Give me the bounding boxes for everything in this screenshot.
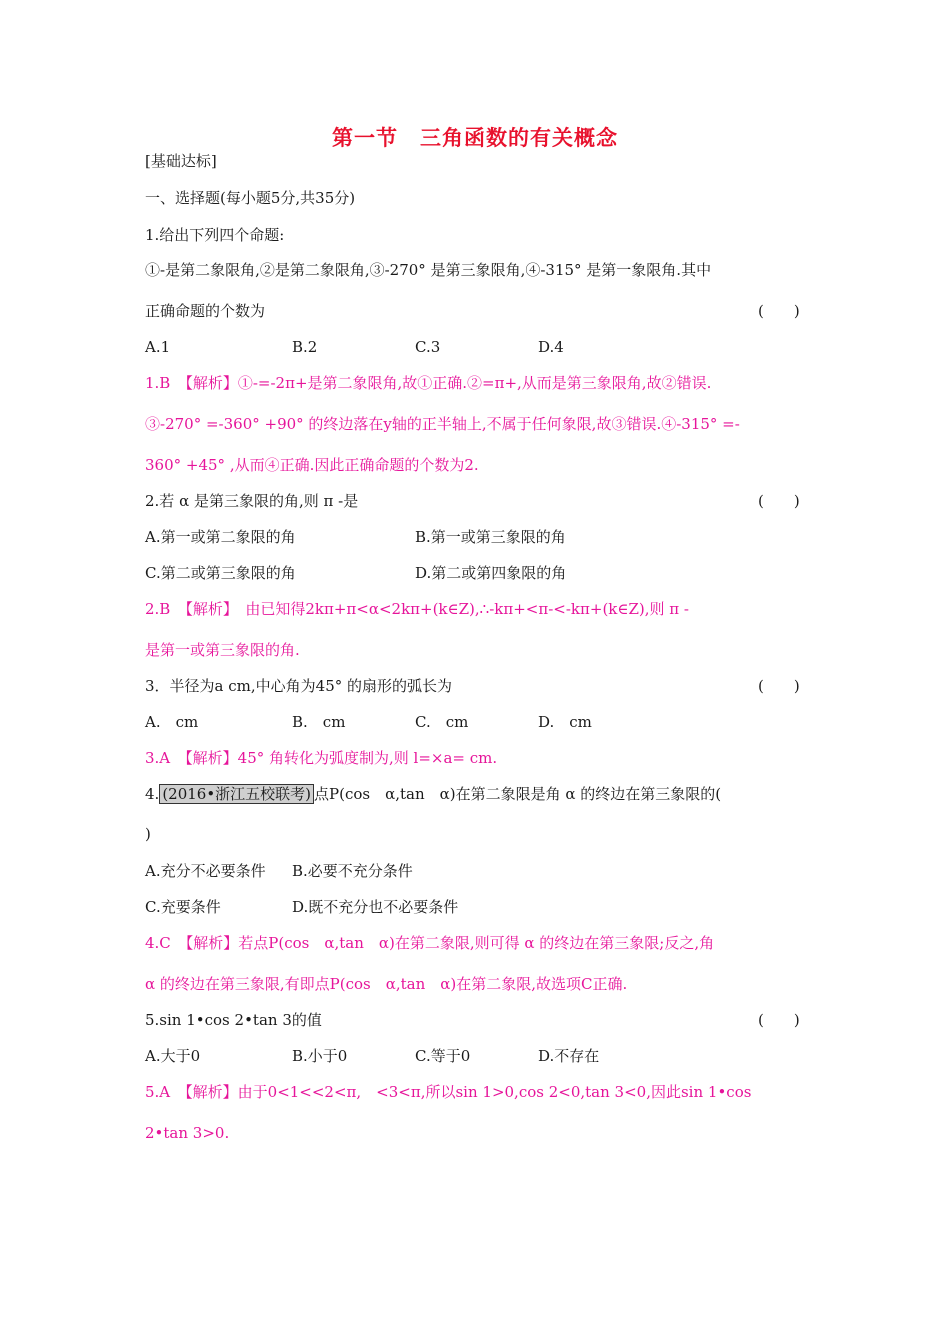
q2-stem: 2.若 α 是第三象限的角,则 π -是 [145,492,359,510]
q1-option-d: D.4 [538,338,564,356]
q1-stem-line3: 正确命题的个数为 [145,302,266,320]
q1-option-c: C.3 [415,338,441,356]
q4-option-c: C.充要条件 [145,898,221,916]
page-title: 第一节 三角函数的有关概念 [332,125,618,150]
q4-solution-line1: 4.C 【解析】若点P(cos α,tan α)在第二象限,则可得 α 的终边在第三象限;反之,角 [145,934,715,952]
q2-solution-line2: 是第一或第三象限的角. [145,641,300,659]
q1-solution-line3: 360° +45° ,从而④正确.因此正确命题的个数为2. [145,456,479,474]
q5-stem: 5.sin 1•cos 2•tan 3的值 [145,1011,322,1029]
q3-answer-paren: ( ) [758,677,800,695]
q3-solution-line1: 3.A 【解析】45° 角转化为弧度制为,则 l=×a= cm. [145,749,498,767]
q3-option-c: C. cm [415,713,469,731]
q1-answer-paren: ( ) [758,302,800,320]
q4-solution-line2: α 的终边在第三象限,有即点P(cos α,tan α)在第二象限,故选项C正确. [145,975,628,993]
q2-option-c: C.第二或第三象限的角 [145,564,296,582]
q5-option-c: C.等于0 [415,1047,471,1065]
q2-option-b: B.第一或第三象限的角 [415,528,566,546]
q2-solution-line1: 2.B 【解析】 由已知得2kπ+π<α<2kπ+(k∈Z),∴-kπ+<π-<-kπ+(k∈Z),则 π - [145,600,689,618]
q4-option-d: D.既不充分也不必要条件 [292,898,459,916]
q4-option-b: B.必要不充分条件 [292,862,413,880]
q1-stem-line1: 1.给出下列四个命题: [145,226,285,244]
q4-stem-text: 点P(cos α,tan α)在第二象限是角 α 的终边在第三象限的( [314,785,722,803]
part-heading: 一、选择题(每小题5分,共35分) [145,189,356,207]
q1-stem-line2: ①-是第二象限角,②是第二象限角,③-270° 是第三象限角,④-315° 是第一象限角.其中 [145,261,712,279]
q3-option-b: B. cm [292,713,346,731]
q4-source-tag: (2016•浙江五校联考) [159,784,314,804]
q3-option-d: D. cm [538,713,592,731]
section-heading: [基础达标] [145,152,217,170]
q5-answer-paren: ( ) [758,1011,800,1029]
q5-solution-line2: 2•tan 3>0. [145,1124,230,1142]
q5-solution-line1: 5.A 【解析】由于0<1<<2<π, <3<π,所以sin 1>0,cos 2<0,tan 3<0,因此sin 1•cos [145,1083,752,1101]
q5-option-b: B.小于0 [292,1047,348,1065]
q1-solution-line1: 1.B 【解析】①-=-2π+是第二象限角,故①正确.②=π+,从而是第三象限角,故②错误. [145,374,712,392]
q4-option-a: A.充分不必要条件 [145,862,266,880]
q4-stem: 4. (2016•浙江五校联考) 点P(cos α,tan α)在第二象限是角 α 的终边在第三象限的( [145,785,722,803]
q1-option-a: A.1 [145,338,171,356]
q2-option-a: A.第一或第二象限的角 [145,528,296,546]
q2-answer-paren: ( ) [758,492,800,510]
q1-option-b: B.2 [292,338,318,356]
q1-solution-line2: ③-270° =-360° +90° 的终边落在y轴的正半轴上,不属于任何象限,故③错误.④-315° =- [145,415,740,433]
q2-option-d: D.第二或第四象限的角 [415,564,567,582]
q5-option-a: A.大于0 [145,1047,201,1065]
q3-stem: 3．半径为a cm,中心角为45° 的扇形的弧长为 [145,677,453,695]
q5-option-d: D.不存在 [538,1047,600,1065]
q3-option-a: A. cm [145,713,199,731]
q4-stem-line2: ) [145,825,151,843]
